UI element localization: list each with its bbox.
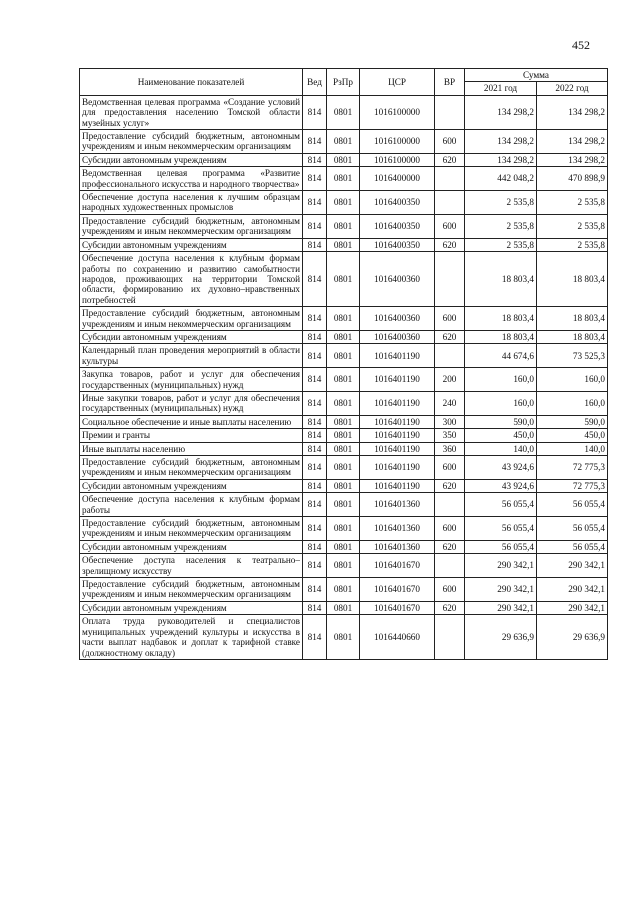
cell-vr	[435, 95, 465, 129]
cell-sum-2021: 2 535,8	[465, 214, 537, 238]
cell-sum-2021: 160,0	[465, 368, 537, 392]
cell-rzpr: 0801	[327, 442, 360, 455]
cell-name: Субсидии автономным учреждениям	[80, 153, 303, 166]
cell-csr: 1016401190	[360, 479, 435, 492]
cell-name: Субсидии автономным учреждениям	[80, 540, 303, 553]
cell-sum-2022: 160,0	[537, 391, 608, 415]
cell-sum-2022: 160,0	[537, 368, 608, 392]
cell-sum-2022: 134 298,2	[537, 95, 608, 129]
cell-rzpr: 0801	[327, 554, 360, 578]
cell-sum-2021: 140,0	[465, 442, 537, 455]
cell-sum-2021: 2 535,8	[465, 238, 537, 251]
cell-rzpr: 0801	[327, 479, 360, 492]
cell-sum-2022: 18 803,4	[537, 307, 608, 331]
table-row	[80, 368, 608, 392]
cell-vr: 300	[435, 415, 465, 428]
cell-sum-2022: 470 898,9	[537, 167, 608, 191]
cell-name: Субсидии автономным учреждениям	[80, 601, 303, 614]
cell-sum-2021: 18 803,4	[465, 330, 537, 343]
cell-rzpr: 0801	[327, 456, 360, 480]
table-row	[80, 578, 608, 602]
cell-name: Социальное обеспечение и иные выплаты населению	[80, 415, 303, 428]
cell-sum-2021: 290 342,1	[465, 578, 537, 602]
cell-ved: 814	[303, 456, 327, 480]
cell-csr: 1016401670	[360, 554, 435, 578]
cell-rzpr: 0801	[327, 252, 360, 307]
cell-sum-2022: 450,0	[537, 429, 608, 442]
cell-sum-2021: 290 342,1	[465, 601, 537, 614]
cell-csr: 1016100000	[360, 130, 435, 154]
table-row	[80, 238, 608, 251]
cell-ved: 814	[303, 429, 327, 442]
cell-sum-2021: 44 674,6	[465, 344, 537, 368]
cell-sum-2021: 56 055,4	[465, 493, 537, 517]
table-row	[80, 153, 608, 166]
cell-name: Предоставление субсидий бюджетным, автономным учреждениям и иным некоммерческим организациям	[80, 130, 303, 154]
cell-ved: 814	[303, 517, 327, 541]
cell-ved: 814	[303, 415, 327, 428]
cell-ved: 814	[303, 238, 327, 251]
cell-vr: 620	[435, 330, 465, 343]
cell-vr: 620	[435, 601, 465, 614]
cell-sum-2022: 56 055,4	[537, 540, 608, 553]
cell-vr	[435, 344, 465, 368]
table-row	[80, 429, 608, 442]
cell-name: Предоставление субсидий бюджетным, автономным учреждениям и иным некоммерческим организациям	[80, 456, 303, 480]
cell-sum-2022: 590,0	[537, 415, 608, 428]
cell-csr: 1016401670	[360, 601, 435, 614]
cell-name: Оплата труда руководителей и специалистов муниципальных учреждений культуры и искусства в части выплат надбавок и доплат к тарифной ставке (должностному окладу)	[80, 615, 303, 660]
table-row	[80, 601, 608, 614]
cell-name: Премии и гранты	[80, 429, 303, 442]
cell-vr: 600	[435, 456, 465, 480]
table-row	[80, 167, 608, 191]
cell-csr: 1016400350	[360, 238, 435, 251]
header-year-2022: 2022 год	[537, 82, 608, 95]
cell-csr: 1016401190	[360, 429, 435, 442]
table-row	[80, 479, 608, 492]
cell-sum-2021: 43 924,6	[465, 479, 537, 492]
cell-ved: 814	[303, 307, 327, 331]
table-row	[80, 214, 608, 238]
cell-csr: 1016400000	[360, 167, 435, 191]
cell-ved: 814	[303, 167, 327, 191]
cell-rzpr: 0801	[327, 167, 360, 191]
cell-ved: 814	[303, 191, 327, 215]
table-row	[80, 391, 608, 415]
cell-ved: 814	[303, 554, 327, 578]
header-ved: Вед	[303, 69, 327, 96]
cell-rzpr: 0801	[327, 95, 360, 129]
cell-rzpr: 0801	[327, 615, 360, 660]
cell-vr	[435, 191, 465, 215]
cell-name: Ведомственная целевая программа «Создание условий для предоставления населению Томской области музейных услуг»	[80, 95, 303, 129]
page-number: 452	[572, 38, 590, 52]
header-vr: ВР	[435, 69, 465, 96]
table-row	[80, 517, 608, 541]
cell-ved: 814	[303, 368, 327, 392]
table-row	[80, 615, 608, 660]
cell-name: Календарный план проведения мероприятий в области культуры	[80, 344, 303, 368]
cell-rzpr: 0801	[327, 368, 360, 392]
cell-rzpr: 0801	[327, 517, 360, 541]
cell-ved: 814	[303, 601, 327, 614]
cell-name: Предоставление субсидий бюджетным, автономным учреждениям и иным некоммерческим организациям	[80, 214, 303, 238]
cell-vr	[435, 615, 465, 660]
table-row	[80, 330, 608, 343]
cell-sum-2022: 73 525,3	[537, 344, 608, 368]
cell-ved: 814	[303, 615, 327, 660]
cell-sum-2022: 2 535,8	[537, 238, 608, 251]
cell-csr: 1016440660	[360, 615, 435, 660]
cell-sum-2021: 29 636,9	[465, 615, 537, 660]
cell-vr: 600	[435, 517, 465, 541]
cell-rzpr: 0801	[327, 238, 360, 251]
header-name: Наименование показателей	[80, 69, 303, 96]
cell-rzpr: 0801	[327, 540, 360, 553]
cell-name: Обеспечение доступа населения к театрально–зрелищному искусству	[80, 554, 303, 578]
cell-sum-2022: 2 535,8	[537, 191, 608, 215]
table-row	[80, 95, 608, 129]
cell-csr: 1016401360	[360, 493, 435, 517]
cell-ved: 814	[303, 344, 327, 368]
cell-rzpr: 0801	[327, 429, 360, 442]
table-row	[80, 493, 608, 517]
cell-vr: 620	[435, 540, 465, 553]
cell-csr: 1016100000	[360, 153, 435, 166]
cell-ved: 814	[303, 493, 327, 517]
cell-sum-2021: 18 803,4	[465, 252, 537, 307]
cell-sum-2022: 134 298,2	[537, 130, 608, 154]
header-sum: Сумма	[465, 69, 608, 82]
cell-name: Закупка товаров, работ и услуг для обеспечения государственных (муниципальных) нужд	[80, 368, 303, 392]
cell-name: Иные выплаты населению	[80, 442, 303, 455]
cell-vr: 620	[435, 238, 465, 251]
cell-rzpr: 0801	[327, 415, 360, 428]
cell-rzpr: 0801	[327, 191, 360, 215]
table-row	[80, 130, 608, 154]
cell-sum-2022: 18 803,4	[537, 330, 608, 343]
cell-csr: 1016401190	[360, 442, 435, 455]
cell-name: Субсидии автономным учреждениям	[80, 238, 303, 251]
cell-ved: 814	[303, 391, 327, 415]
cell-ved: 814	[303, 442, 327, 455]
cell-sum-2021: 442 048,2	[465, 167, 537, 191]
cell-name: Обеспечение доступа населения к клубным формам работы по сохранению и развитию самобытности народов, проживающих на территории Томской области, формированию их духовно–нравственных потребностей	[80, 252, 303, 307]
cell-csr: 1016401190	[360, 344, 435, 368]
cell-vr: 350	[435, 429, 465, 442]
cell-sum-2022: 29 636,9	[537, 615, 608, 660]
cell-sum-2022: 72 775,3	[537, 479, 608, 492]
cell-rzpr: 0801	[327, 578, 360, 602]
cell-ved: 814	[303, 214, 327, 238]
cell-csr: 1016401670	[360, 578, 435, 602]
cell-name: Субсидии автономным учреждениям	[80, 479, 303, 492]
cell-sum-2022: 56 055,4	[537, 517, 608, 541]
cell-sum-2021: 160,0	[465, 391, 537, 415]
header-year-2021: 2021 год	[465, 82, 537, 95]
cell-name: Субсидии автономным учреждениям	[80, 330, 303, 343]
cell-rzpr: 0801	[327, 344, 360, 368]
table-row	[80, 344, 608, 368]
table-row	[80, 554, 608, 578]
cell-vr	[435, 493, 465, 517]
table-body	[80, 95, 608, 659]
cell-name: Иные закупки товаров, работ и услуг для обеспечения государственных (муниципальных) нужд	[80, 391, 303, 415]
cell-ved: 814	[303, 578, 327, 602]
cell-sum-2021: 18 803,4	[465, 307, 537, 331]
cell-rzpr: 0801	[327, 330, 360, 343]
cell-sum-2021: 2 535,8	[465, 191, 537, 215]
cell-csr: 1016400360	[360, 330, 435, 343]
cell-csr: 1016400360	[360, 252, 435, 307]
cell-rzpr: 0801	[327, 493, 360, 517]
cell-ved: 814	[303, 540, 327, 553]
cell-sum-2021: 590,0	[465, 415, 537, 428]
cell-csr: 1016401190	[360, 415, 435, 428]
cell-rzpr: 0801	[327, 130, 360, 154]
cell-ved: 814	[303, 330, 327, 343]
cell-sum-2022: 140,0	[537, 442, 608, 455]
cell-vr: 200	[435, 368, 465, 392]
cell-name: Ведомственная целевая программа «Развитие профессионального искусства и народного творчества»	[80, 167, 303, 191]
cell-csr: 1016400360	[360, 307, 435, 331]
cell-sum-2021: 134 298,2	[465, 153, 537, 166]
cell-csr: 1016401190	[360, 368, 435, 392]
cell-sum-2021: 56 055,4	[465, 540, 537, 553]
table-row	[80, 307, 608, 331]
cell-vr	[435, 252, 465, 307]
cell-vr: 600	[435, 130, 465, 154]
table-row	[80, 442, 608, 455]
header-rzpr: РзПр	[327, 69, 360, 96]
cell-vr: 240	[435, 391, 465, 415]
header-csr: ЦСР	[360, 69, 435, 96]
cell-csr: 1016401190	[360, 391, 435, 415]
cell-ved: 814	[303, 252, 327, 307]
table-row	[80, 540, 608, 553]
cell-vr: 600	[435, 578, 465, 602]
cell-csr: 1016401190	[360, 456, 435, 480]
cell-ved: 814	[303, 95, 327, 129]
cell-rzpr: 0801	[327, 153, 360, 166]
cell-name: Обеспечение доступа населения к клубным формам работы	[80, 493, 303, 517]
table-header	[80, 69, 608, 96]
cell-csr: 1016100000	[360, 95, 435, 129]
cell-sum-2022: 72 775,3	[537, 456, 608, 480]
cell-ved: 814	[303, 130, 327, 154]
cell-sum-2022: 134 298,2	[537, 153, 608, 166]
cell-sum-2021: 290 342,1	[465, 554, 537, 578]
table-row	[80, 252, 608, 307]
cell-csr: 1016400350	[360, 191, 435, 215]
cell-vr: 620	[435, 153, 465, 166]
cell-rzpr: 0801	[327, 214, 360, 238]
table-row	[80, 456, 608, 480]
cell-ved: 814	[303, 153, 327, 166]
cell-name: Предоставление субсидий бюджетным, автономным учреждениям и иным некоммерческим организациям	[80, 307, 303, 331]
cell-sum-2022: 18 803,4	[537, 252, 608, 307]
cell-sum-2022: 56 055,4	[537, 493, 608, 517]
cell-vr: 600	[435, 307, 465, 331]
cell-vr	[435, 167, 465, 191]
cell-sum-2021: 134 298,2	[465, 95, 537, 129]
cell-sum-2022: 290 342,1	[537, 578, 608, 602]
cell-sum-2022: 290 342,1	[537, 601, 608, 614]
budget-table	[79, 68, 608, 660]
cell-csr: 1016401360	[360, 517, 435, 541]
cell-sum-2021: 43 924,6	[465, 456, 537, 480]
cell-csr: 1016401360	[360, 540, 435, 553]
cell-rzpr: 0801	[327, 391, 360, 415]
cell-sum-2022: 290 342,1	[537, 554, 608, 578]
cell-vr: 600	[435, 214, 465, 238]
cell-sum-2021: 56 055,4	[465, 517, 537, 541]
cell-vr: 620	[435, 479, 465, 492]
cell-vr	[435, 554, 465, 578]
cell-sum-2021: 134 298,2	[465, 130, 537, 154]
table-row	[80, 415, 608, 428]
cell-rzpr: 0801	[327, 307, 360, 331]
cell-name: Предоставление субсидий бюджетным, автономным учреждениям и иным некоммерческим организациям	[80, 578, 303, 602]
cell-name: Обеспечение доступа населения к лучшим образцам народных художественных промыслов	[80, 191, 303, 215]
table-row	[80, 191, 608, 215]
cell-csr: 1016400350	[360, 214, 435, 238]
cell-vr: 360	[435, 442, 465, 455]
cell-sum-2022: 2 535,8	[537, 214, 608, 238]
cell-name: Предоставление субсидий бюджетным, автономным учреждениям и иным некоммерческим организациям	[80, 517, 303, 541]
cell-ved: 814	[303, 479, 327, 492]
cell-rzpr: 0801	[327, 601, 360, 614]
cell-sum-2021: 450,0	[465, 429, 537, 442]
